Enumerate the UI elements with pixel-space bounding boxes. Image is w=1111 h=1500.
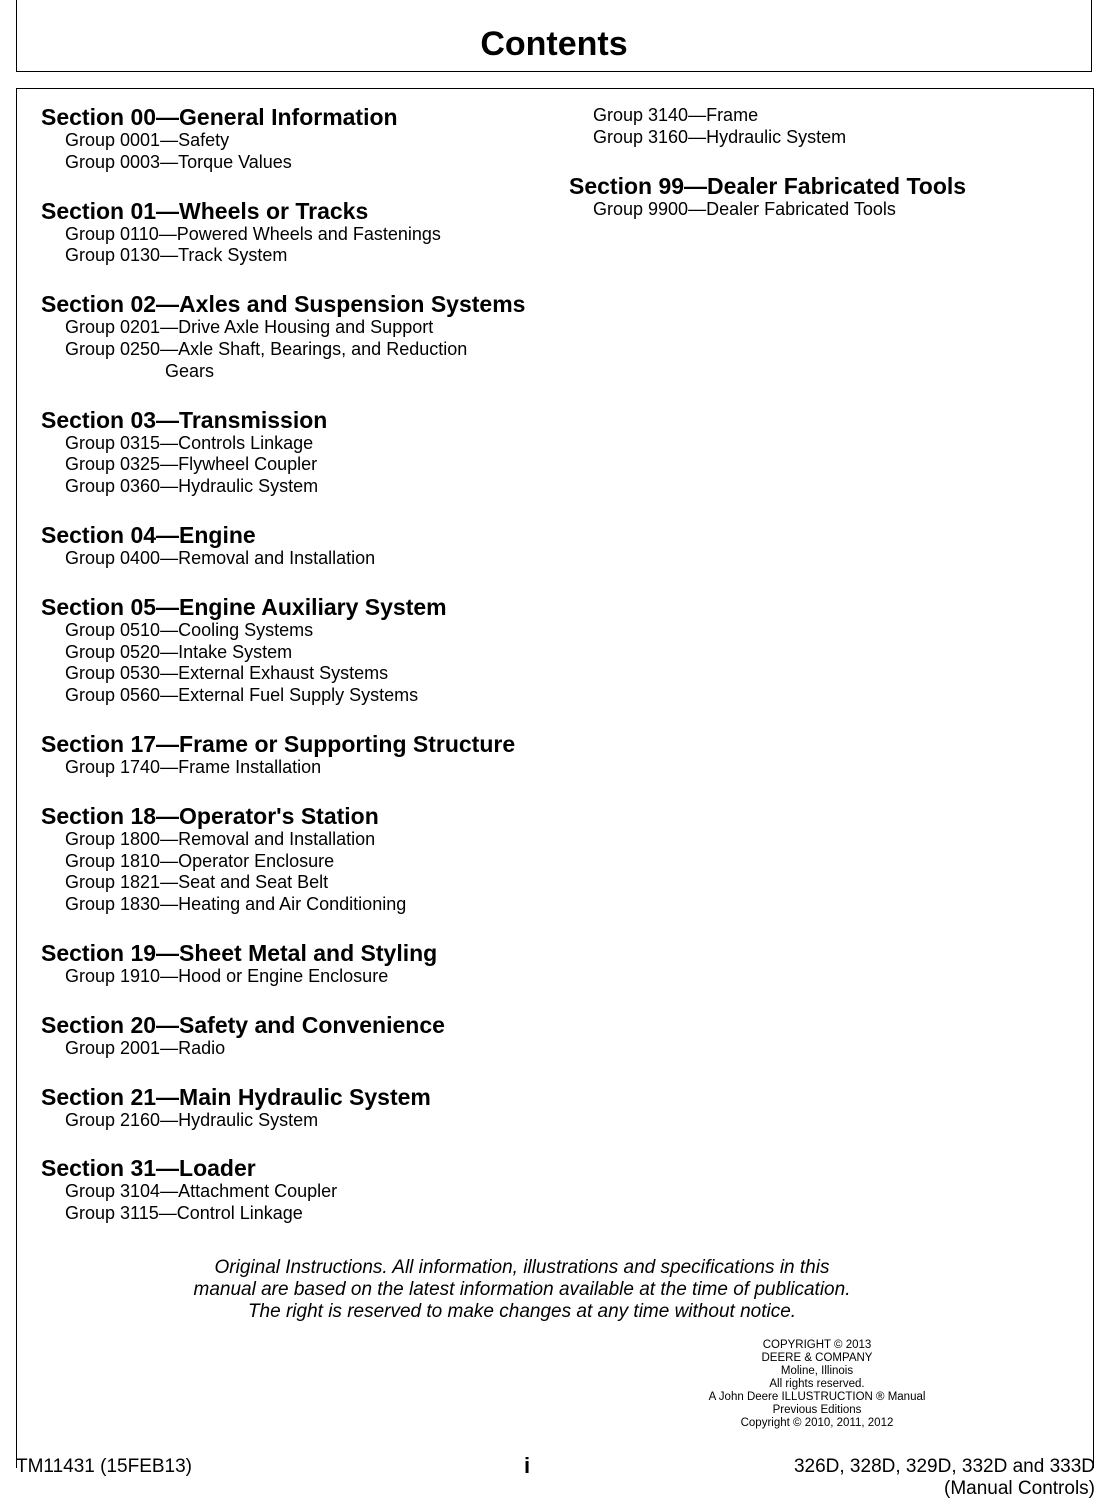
section-title: Section 19—Sheet Metal and Styling: [41, 939, 438, 966]
section-title: Section 18—Operator's Station: [41, 802, 379, 829]
group-entry: Group 0400—Removal and Installation: [65, 547, 376, 568]
toc-section: [41, 199, 561, 268]
right-column: [569, 105, 1069, 245]
section-title: Section 04—Engine: [41, 521, 256, 548]
group-entry: Group 3104—Attachment Coupler: [65, 1181, 338, 1202]
group-entry: Group 0130—Track System: [65, 245, 288, 266]
group-entry: Group 1810—Operator Enclosure: [65, 850, 335, 871]
toc-section: [41, 105, 561, 174]
section-title: Section 31—Loader: [41, 1155, 256, 1182]
toc-section: [41, 408, 561, 498]
group-entry: Group 0325—Flywheel Coupler: [65, 454, 318, 475]
group-entry: Group 9900—Dealer Fabricated Tools: [593, 198, 896, 219]
copyright-line: DEERE & COMPANY: [761, 1352, 873, 1364]
toc-section: [41, 732, 561, 779]
toc-section: [41, 1013, 561, 1060]
copyright-line: Previous Editions: [772, 1404, 862, 1416]
section-title: Section 20—Safety and Convenience: [41, 1011, 445, 1038]
group-entry: Group 0201—Drive Axle Housing and Support: [65, 317, 434, 338]
footer-page-number: i: [524, 1453, 531, 1478]
copyright-line: All rights reserved.: [769, 1378, 865, 1390]
toc-section: [41, 523, 561, 570]
group-entry: Group 0110—Powered Wheels and Fastenings: [65, 223, 441, 244]
toc-section: [569, 174, 1069, 221]
group-entry: Group 0360—Hydraulic System: [65, 476, 319, 497]
contents-box: [16, 88, 1094, 1468]
copyright-line: A John Deere ILLUSTRUCTION ® Manual: [708, 1391, 926, 1403]
copyright-block: [677, 1339, 957, 1430]
group-entry: Group 0530—External Exhaust Systems: [65, 663, 389, 684]
footer-doc-id: TM11431 (15FEB13): [16, 1456, 193, 1477]
group-entry: Group 2160—Hydraulic System: [65, 1109, 319, 1130]
toc-section: [41, 1085, 561, 1132]
footer-models: [794, 1456, 1095, 1500]
notice-line: Original Instructions. All information, illustrations and specifications in this: [214, 1257, 830, 1278]
group-entry: Group 1740—Frame Installation: [65, 756, 322, 777]
group-entry: Group 0250—Axle Shaft, Bearings, and Reduction: [65, 338, 468, 359]
section-title: Section 02—Axles and Suspension Systems: [41, 291, 526, 318]
group-entry: Group 3140—Frame: [593, 105, 759, 125]
group-entry: Group 0003—Torque Values: [65, 151, 292, 172]
group-entry: Group 0510—Cooling Systems: [65, 619, 314, 640]
toc-section: [41, 941, 561, 988]
header-box: [16, 0, 1092, 72]
left-column: [41, 105, 561, 1250]
section-title: Section 03—Transmission: [41, 406, 328, 433]
page-title: Contents: [480, 25, 628, 63]
toc-section: [41, 292, 561, 382]
section-title: Section 05—Engine Auxiliary System: [41, 593, 447, 620]
right-sections: [569, 174, 1069, 221]
section-title: Section 17—Frame or Supporting Structure: [41, 730, 516, 757]
group-entry: Group 0315—Controls Linkage: [65, 432, 314, 453]
group-entry: Group 2001—Radio: [65, 1037, 226, 1058]
copyright-line: Moline, Illinois: [780, 1365, 854, 1377]
continued-groups: [569, 105, 1069, 149]
copyright-line: Copyright © 2010, 2011, 2012: [740, 1417, 894, 1429]
group-entry: Group 1821—Seat and Seat Belt: [65, 872, 329, 893]
footer-models-line: 326D, 328D, 329D, 332D and 333D: [793, 1456, 1095, 1477]
group-entry: Group 0560—External Fuel Supply Systems: [65, 685, 419, 706]
notice: [17, 1257, 1027, 1323]
group-entry: Group 3115—Control Linkage: [65, 1203, 303, 1224]
group-entry: Group 1910—Hood or Engine Enclosure: [65, 965, 389, 986]
group-entry: Group 3160—Hydraulic System: [593, 126, 847, 147]
copyright-line: COPYRIGHT © 2013: [762, 1339, 872, 1351]
section-title: Section 01—Wheels or Tracks: [41, 197, 369, 224]
toc-section: [41, 804, 561, 916]
section-title: Section 99—Dealer Fabricated Tools: [569, 172, 967, 199]
toc-section: [41, 1156, 561, 1225]
footer-controls-line: (Manual Controls): [944, 1478, 1095, 1499]
group-entry: Group 1800—Removal and Installation: [65, 828, 376, 849]
group-entry-continuation: Gears: [165, 360, 215, 381]
section-title: Section 00—General Information: [41, 104, 398, 130]
group-entry: Group 1830—Heating and Air Conditioning: [65, 894, 407, 915]
group-entry: Group 0001—Safety: [65, 130, 230, 150]
notice-line: manual are based on the latest information available at the time of publication.: [193, 1279, 851, 1300]
toc-section: [41, 595, 561, 707]
group-entry: Group 0520—Intake System: [65, 641, 293, 662]
notice-line: The right is reserved to make changes at any time without notice.: [247, 1301, 797, 1322]
section-title: Section 21—Main Hydraulic System: [41, 1083, 431, 1110]
